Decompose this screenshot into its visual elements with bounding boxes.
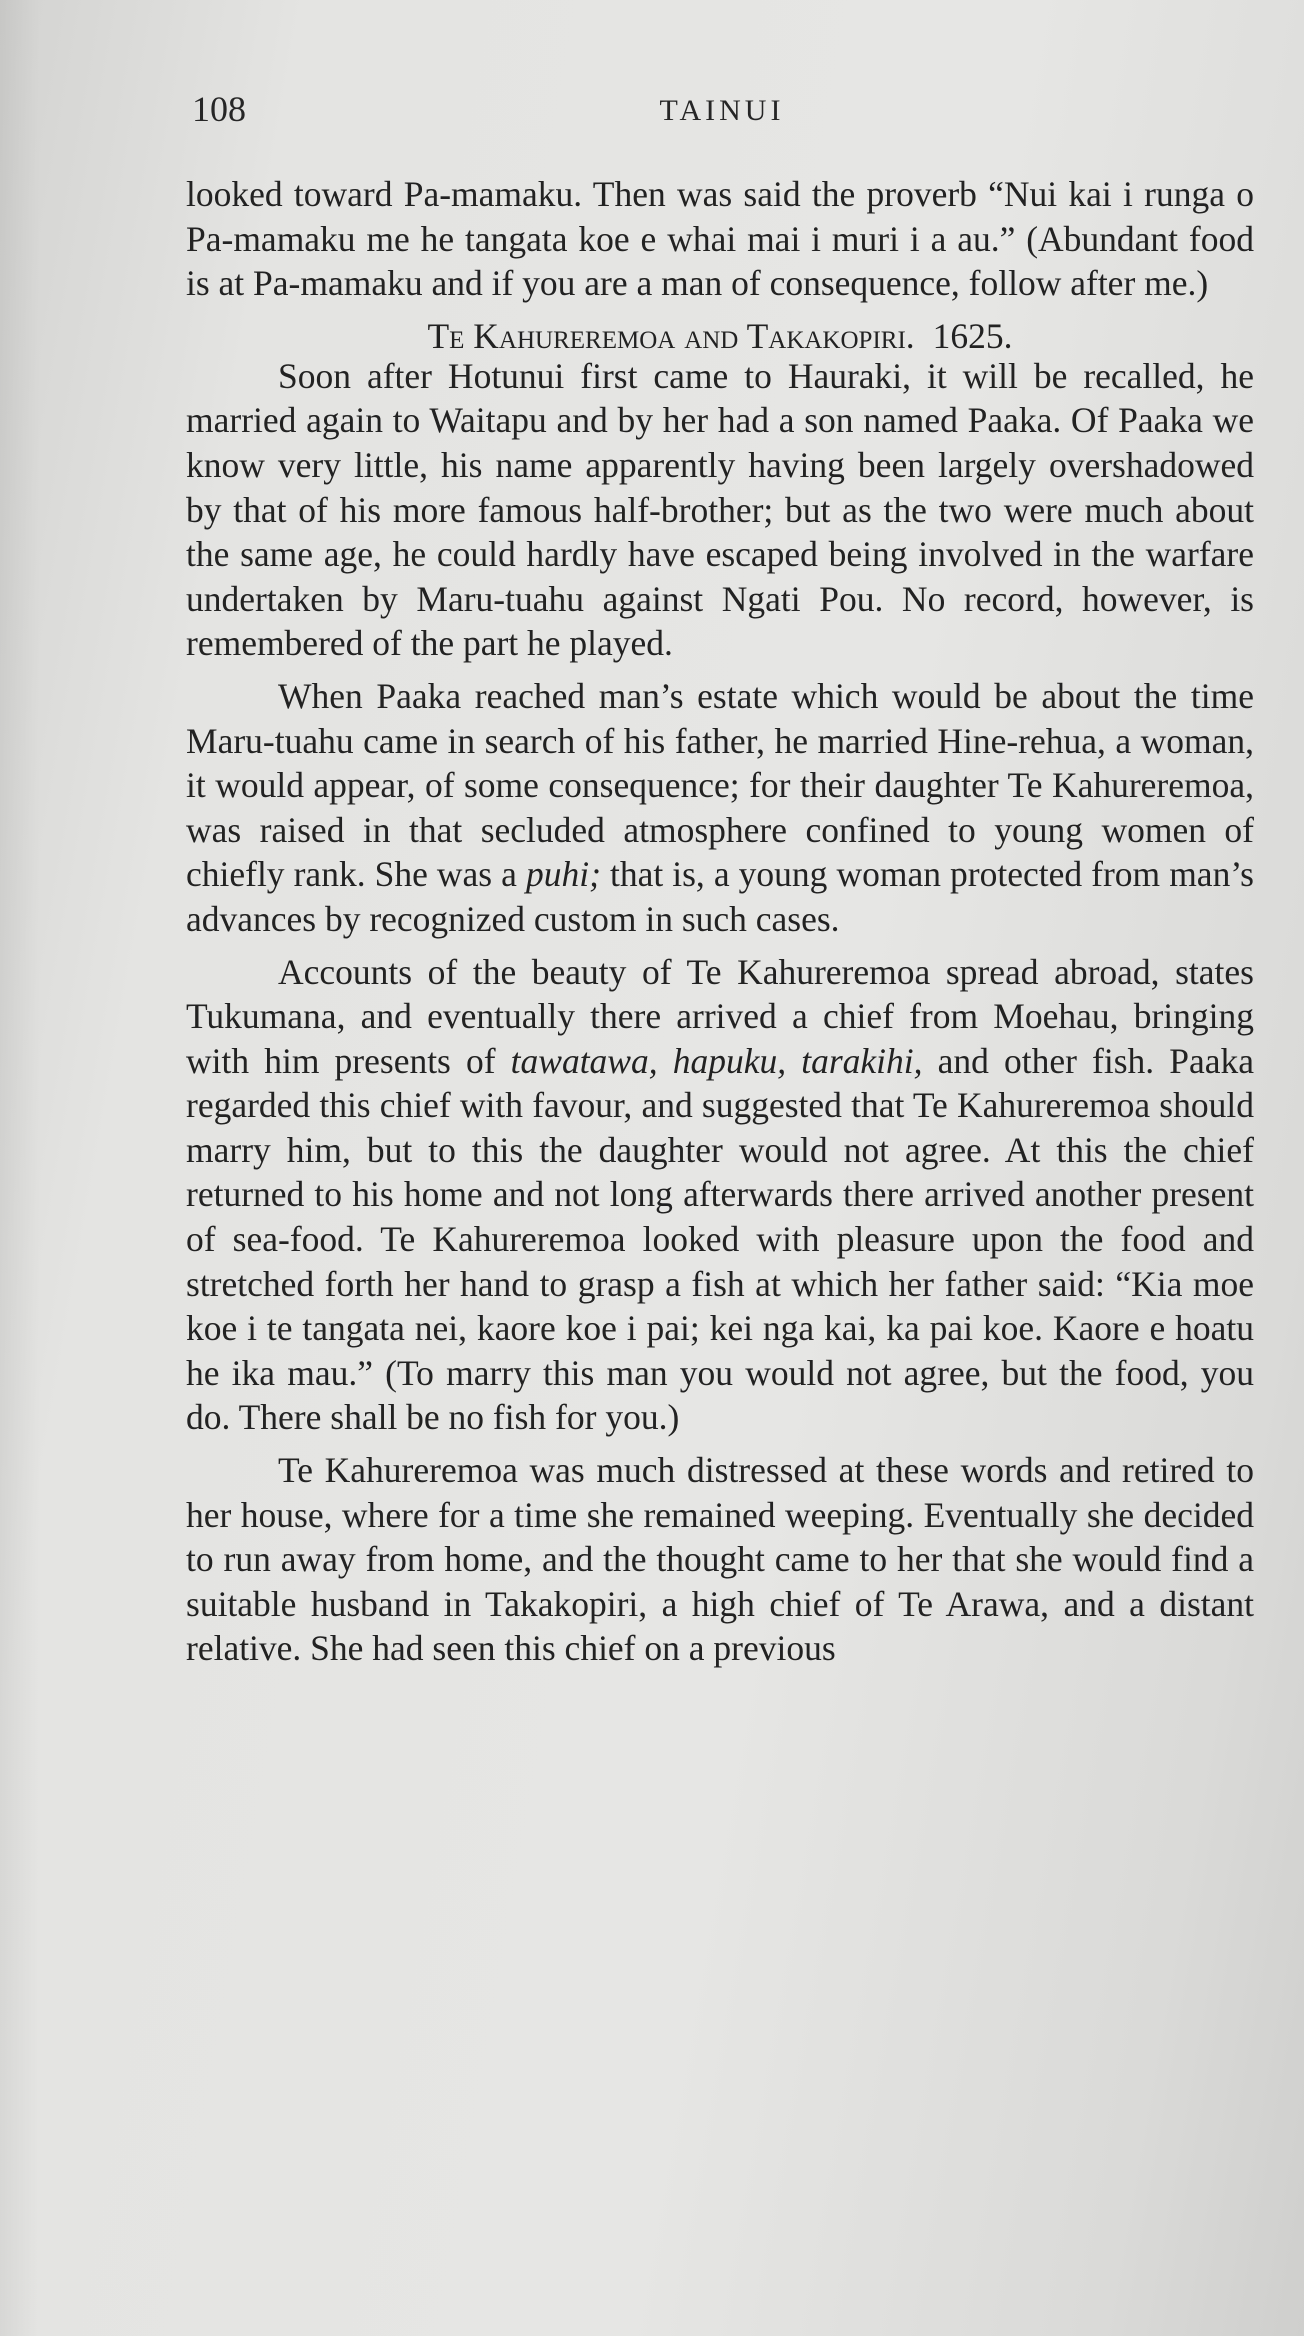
- paragraph-text: and other fish. Paaka regarded this chief with favour, and suggested that Te Kahureremoa should marry him, but to this the daughter would not agree. At this the chief returned to his home and not long afterwards there arrived another present of sea-food. Te Kahureremoa looked with pleasure upon the food and stretched forth her hand to grasp a fish at which her father said: “Kia moe koe i te tangata nei, kaore koe i pai; kei nga kai, ka pai koe. Kaore e hoatu he ika mau.” (To marry this man you would not agree, but the food, you do. There shall be no fish for you.): [186, 1040, 1254, 1438]
- italic-term: tawatawa, hapuku, tarakihi,: [510, 1040, 923, 1081]
- section-heading-title: Te Kahureremoa and Takakopiri.: [427, 315, 915, 356]
- page-gutter-shadow: [0, 0, 40, 2336]
- paragraph: Te Kahureremoa was much distressed at these words and retired to her house, where for a time she remained weeping. Eventually she decided to run away from home, and the thought came to her that she would find a suitable husband in Takakopiri, a high chief of Te Arawa, and a distant relative. She had seen this chief on a previous: [186, 1450, 1254, 1669]
- paragraph-gap: [186, 942, 1254, 950]
- italic-term: puhi;: [525, 854, 601, 895]
- page-number: 108: [192, 89, 246, 129]
- body-text: [186, 172, 1254, 1671]
- paragraph: Soon after Hotunui first came to Hauraki, it will be recalled, he married again to Waitapu and by her had a son named Paaka. Of Paaka we know very little, his name apparently having been largely overshadowed by that of his more famous half-brother; but as the two were much about the same age, he could hardly have escaped being involved in the warfare undertaken by Maru-tuahu against Ngati Pou. No record, however, is remembered of the part he played.: [186, 355, 1254, 664]
- paragraph-gap: [186, 1440, 1254, 1448]
- running-head: TAINUI: [659, 94, 785, 127]
- paragraph: [186, 950, 1254, 1441]
- section-heading: [186, 306, 1254, 354]
- paragraph-continuation: looked toward Pa-mamaku. Then was said the proverb “Nui kai i runga o Pa-mamaku me he tangata koe e whai mai i muri i a au.” (Abundant food is at Pa-mamaku and if you are a man of consequence, follow after me.): [186, 174, 1254, 304]
- paragraph-text: When Paaka reached man’s estate which would be about the time Maru-tuahu came in search of his father, he married Hine-rehua, a woman, it would appear, of some consequence; for their daughter Te Kahureremoa, was raised in that secluded atmosphere confined to young women of chiefly rank. She was a: [186, 675, 1254, 895]
- paragraph-text: that is, a young woman protected from man’s advances by recognized custom in such cases.: [186, 854, 1254, 939]
- section-heading-year: 1625.: [932, 315, 1013, 356]
- page-header: [192, 88, 1252, 138]
- paragraph-text: Accounts of the beauty of Te Kahureremoa spread abroad, states Tukumana, and eventually there arrived a chief from Moehau, bringing with him presents of: [186, 951, 1254, 1081]
- paragraph-gap: [186, 666, 1254, 674]
- paragraph: [186, 674, 1254, 942]
